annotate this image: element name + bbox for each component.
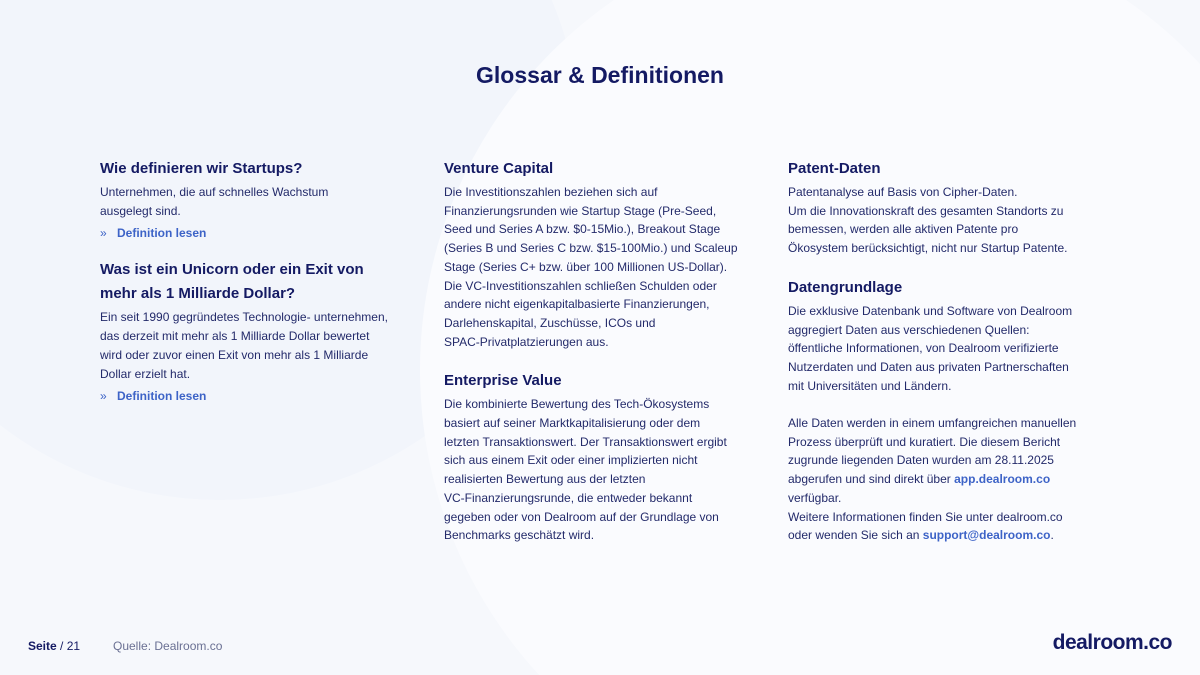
section-text-patent-daten: Patentanalyse auf Basis von Cipher-Daten. Um die Innovationskraft des gesamten Standorts zu bemessen, werden alle aktiven Patente pro Ökosystem berücksichtigt, nicht nur Startup Patente.	[788, 185, 1068, 256]
chevron-double-right-icon: »	[100, 226, 107, 241]
section-title-unicorn: Was ist ein Unicorn oder ein Exit von mehr als 1 Milliarde Dollar?	[100, 261, 364, 303]
column-venture-capital	[444, 157, 749, 545]
section-text-datengrundlage: Die exklusive Datenbank und Software von Dealroom aggregiert Daten aus verschiedenen Quellen: öffentliche Informationen, von Dealroom verifizierte Nutzerdaten und Daten aus privaten Partnerschaften mit Universitäten und Ländern. Alle Daten werden in einem umfangreichen manuellen Prozess überprüft und kuratiert. Die diesem Bericht zugrunde liegenden Daten wurden am 28.11.2025 abgerufen und sind direkt über app.dealroom.co verfügbar. Weitere Informationen finden Sie unter dealroom.co oder wenden Sie sich an support@dealroom.co.	[788, 302, 1093, 545]
source-label: Quelle: Dealroom.co	[113, 639, 223, 653]
page-indicator: Seite / 21	[28, 639, 81, 653]
column-startups	[100, 157, 405, 403]
section-title-enterprise-value: Enterprise Value	[444, 372, 562, 390]
text-line-with-link: oder wenden Sie sich an support@dealroom.co.	[788, 528, 1054, 543]
paragraph-gap	[788, 395, 1093, 414]
column-patent-daten	[788, 157, 1093, 545]
section-title-patent-daten: Patent-Daten	[788, 160, 881, 177]
app-dealroom-link[interactable]: app.dealroom.co	[954, 472, 1051, 487]
section-text-unicorn: Ein seit 1990 gegründetes Technologie- unternehmen, das derzeit mit mehr als 1 Milliarde Dollar bewertet wird oder zuvor einen Exit von mehr als 1 Milliarde Dollar erzielt hat.	[100, 310, 388, 381]
section-text-startups: Unternehmen, die auf schnelles Wachstum ausgelegt sind.	[100, 185, 329, 218]
definition-link-label: Definition lesen	[117, 226, 207, 241]
page-title: Glossar & Definitionen	[476, 62, 724, 88]
section-title-venture-capital: Venture Capital	[444, 160, 554, 177]
dealroom-logo: dealroom.co	[1052, 631, 1172, 654]
section-text-venture-capital: Die Investitionszahlen beziehen sich auf Finanzierungsrunden wie Startup Stage (Pre-Seed, Seed und Series A bzw. $0-15Mio.), Breakout Stage (Series B und Series C bzw. $15-100Mio.) und Scaleup Stage (Series C+ bzw. über 100 Millionen US-Dollar). Die VC-Investitionszahlen schließen Schulden oder andere nicht eigenkapitalbasierte Finanzierungen, Darlehenskapital, Zuschüsse, ICOs und SPAC-Privatplatzierungen aus.	[444, 185, 738, 349]
chevron-double-right-icon: »	[100, 389, 107, 404]
definition-link-unicorn[interactable]	[100, 389, 405, 403]
section-title-startups: Wie definieren wir Startups?	[100, 160, 303, 177]
definition-link-label: Definition lesen	[117, 389, 207, 404]
section-title-datengrundlage: Datengrundlage	[788, 278, 903, 296]
text-line-with-link: abgerufen und sind direkt über app.dealroom.co	[788, 472, 1051, 487]
support-email-link[interactable]: support@dealroom.co	[922, 528, 1051, 543]
section-text-enterprise-value: Die kombinierte Bewertung des Tech-Ökosystems basiert auf seiner Marktkapitalisierung oder dem letzten Transaktionswert. Der Transaktionswert ergibt sich aus einem Exit oder einer implizierten nicht realisierten Bewertung aus der letzten VC-Finanzierungsrunde, die entweder bekannt gegeben oder von Dealroom auf der Grundlage von Benchmarks geschätzt wird.	[444, 397, 727, 543]
definition-link-startups[interactable]	[100, 226, 405, 240]
